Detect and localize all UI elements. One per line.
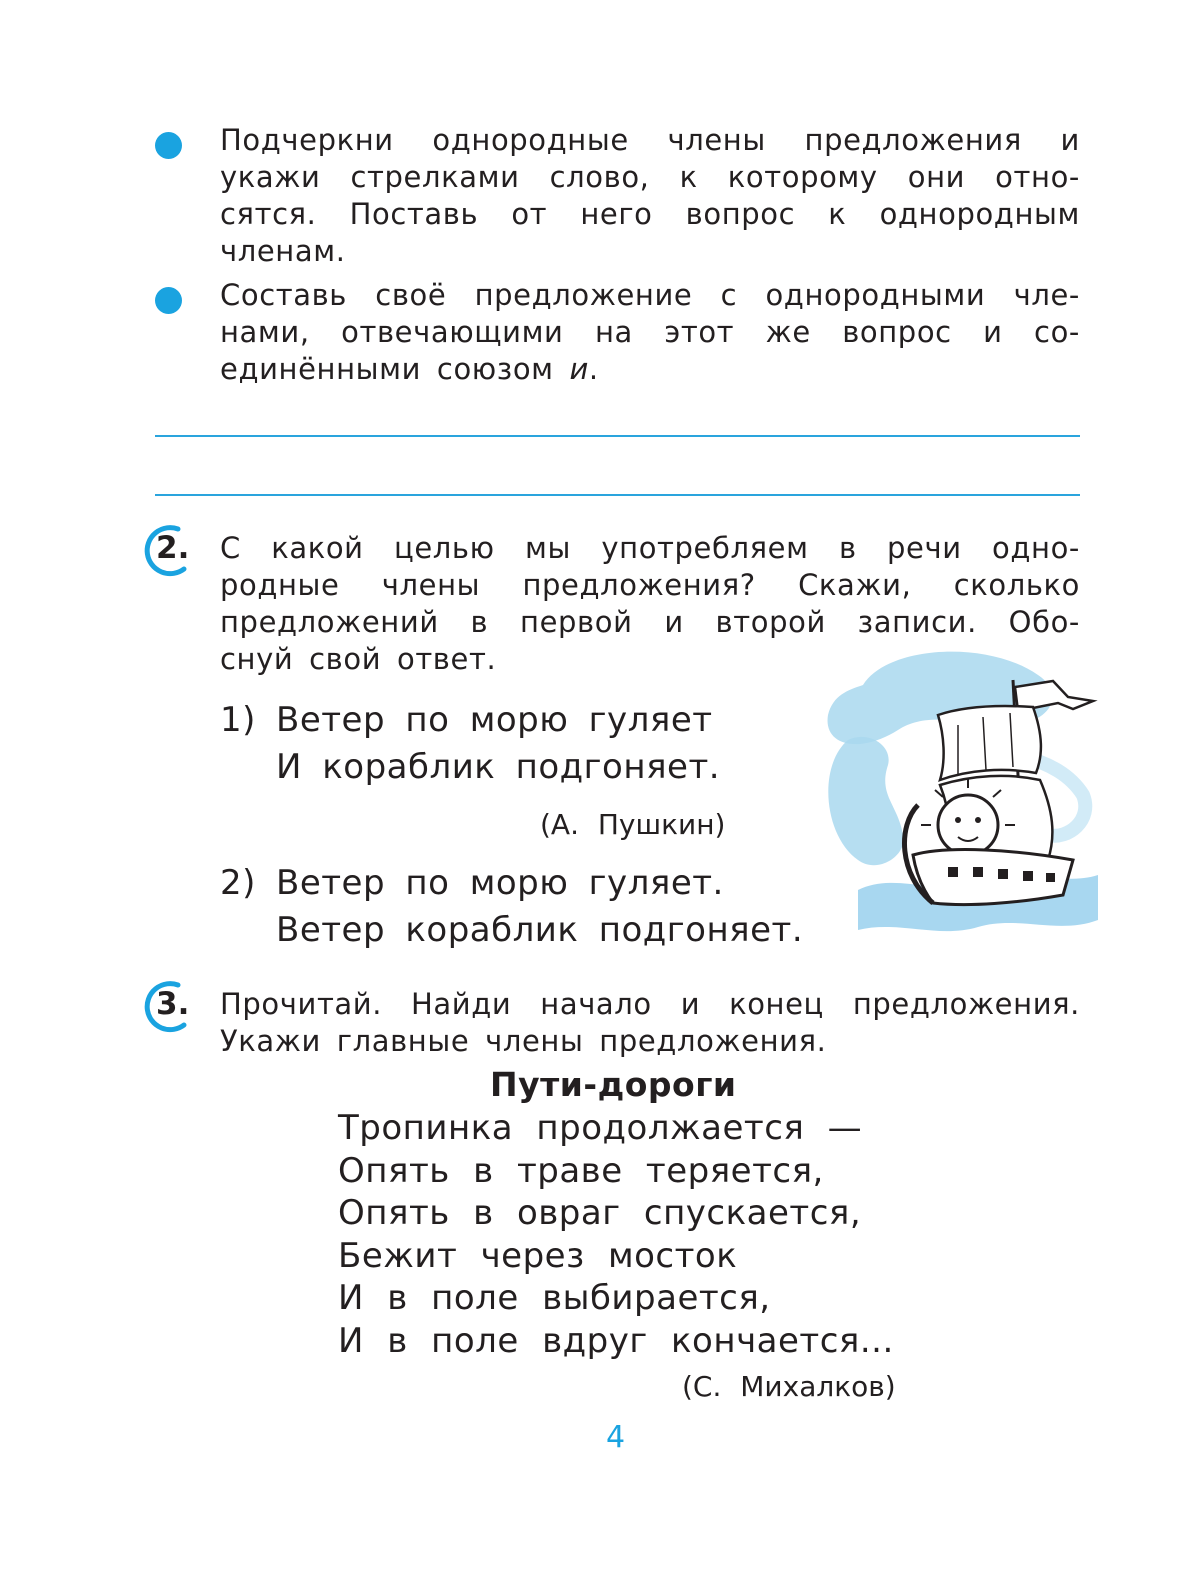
- ship-illustration: [818, 645, 1103, 945]
- text-segment: единёнными союзом: [220, 352, 570, 386]
- text-line: [220, 351, 1080, 388]
- writing-line-2[interactable]: [155, 494, 1080, 496]
- verse-line: И кораблик подгоняет.: [276, 747, 721, 787]
- text-line: родные члены предложения? Скажи, сколько: [220, 568, 1080, 602]
- page-number: 4: [606, 1420, 626, 1455]
- text-line: нами, отвечающими на этот же вопрос и со-: [220, 315, 1080, 349]
- record-1-label: 1): [220, 700, 256, 740]
- text-line: С какой целью мы употребляем в речи одно-: [220, 531, 1080, 565]
- record-2-verse: [276, 860, 803, 954]
- poem-title: Пути-дороги: [490, 1065, 737, 1104]
- poem: [338, 1107, 894, 1362]
- verse-line: Ветер по морю гуляет: [276, 700, 713, 740]
- poem-line: Тропинка продолжается —: [338, 1108, 863, 1148]
- exercise-3-number: [138, 978, 194, 1034]
- exercise-number-text: 3.: [156, 986, 190, 1022]
- exercise-number-text: 2.: [156, 530, 190, 566]
- record-1-verse: [276, 697, 720, 791]
- sail: [938, 706, 1041, 780]
- poem-line: Опять в овраг спускается,: [338, 1193, 862, 1233]
- text-line: Прочитай. Найди начало и конец предложения.: [220, 987, 1080, 1021]
- text-segment: .: [588, 352, 599, 386]
- text-line: Подчеркни однородные члены предложения и: [220, 123, 1080, 157]
- poem-line: И в поле вдруг кончается...: [338, 1320, 894, 1361]
- exercise-2-number: [138, 522, 194, 578]
- italic-conjunction: и: [569, 352, 589, 386]
- text-line: укажи стрелками слово, к которому они отно-: [220, 160, 1080, 194]
- verse-line: Ветер кораблик подгоняет.: [276, 910, 804, 950]
- exercise-3-text: [220, 986, 1080, 1060]
- text-line: членам.: [220, 234, 346, 268]
- text-line: сятся. Поставь от него вопрос к однородным: [220, 197, 1080, 231]
- record-2-label: 2): [220, 863, 256, 903]
- poem-line: И в поле выбирается,: [338, 1278, 771, 1318]
- sun-face: [938, 795, 998, 855]
- record-1-author: (А. Пушкин): [540, 808, 726, 841]
- poem-author: (С. Михалков): [682, 1370, 896, 1403]
- task-text-2: [220, 277, 1080, 388]
- text-line: Укажи главные члены предложения.: [220, 1024, 827, 1058]
- text-line: снуй свой ответ.: [220, 642, 497, 676]
- verse-line: Ветер по морю гуляет.: [276, 863, 724, 903]
- text-line: предложений в первой и второй записи. Обо-: [220, 605, 1080, 639]
- cloud-shape: [828, 737, 903, 865]
- bullet-dot-icon: [155, 132, 182, 159]
- poem-line: Бежит через мосток: [338, 1235, 738, 1276]
- bullet-dot-icon: [155, 287, 182, 314]
- writing-line-1[interactable]: [155, 435, 1080, 437]
- text-line: Составь своё предложение с однородными чле-: [220, 278, 1080, 312]
- task-text-1: [220, 122, 1080, 270]
- poem-line: Опять в траве теряется,: [338, 1150, 824, 1191]
